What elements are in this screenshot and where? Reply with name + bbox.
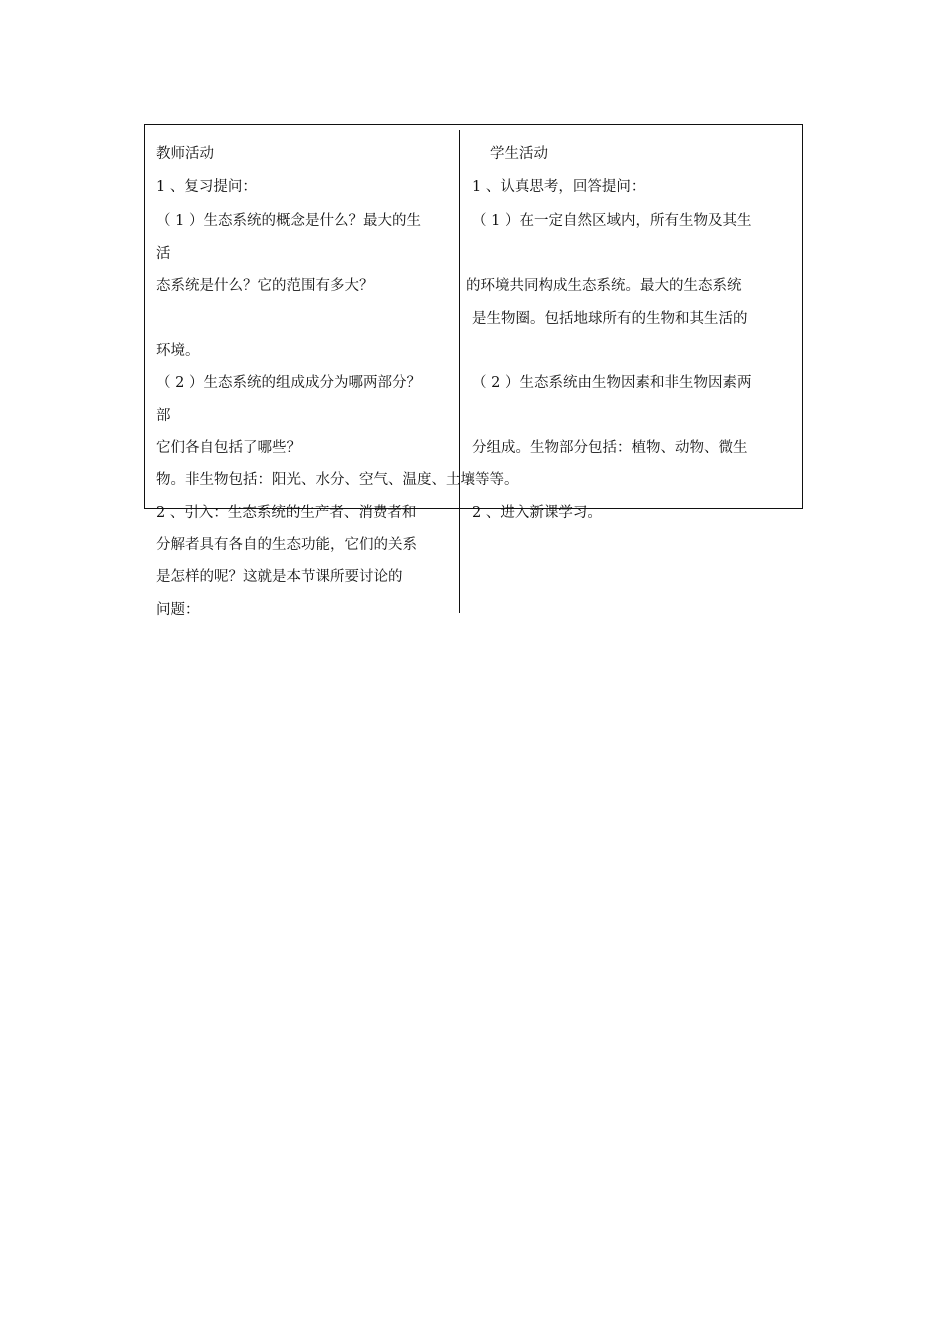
- teacher-line: 分解者具有各自的生态功能，它们的关系: [156, 537, 417, 553]
- teacher-line: （ 1 ）生态系统的概念是什么？最大的生: [156, 213, 421, 229]
- teacher-line: 物。非生物包括：阳光、水分、空气、温度、土壤等等。: [156, 472, 519, 488]
- teacher-heading: 教师活动: [156, 146, 214, 162]
- student-line: （ 2 ）生态系统由生物因素和非生物因素两: [472, 375, 752, 391]
- teacher-line: 问题：: [156, 602, 200, 618]
- teacher-line: 态系统是什么？它的范围有多大？: [156, 278, 374, 294]
- column-divider: [459, 130, 460, 613]
- teacher-line: 部: [156, 408, 171, 424]
- student-line: 是生物圈。包括地球所有的生物和其生活的: [472, 311, 748, 327]
- teacher-line: 它们各自包括了哪些？: [156, 440, 301, 456]
- student-line: 分组成。生物部分包括：植物、动物、微生: [472, 440, 748, 456]
- student-line: 1 、认真思考，回答提问：: [472, 179, 646, 195]
- student-line: 的环境共同构成生态系统。最大的生态系统: [466, 278, 742, 294]
- teacher-line: 活: [156, 246, 171, 262]
- student-line: 2 、进入新课学习。: [472, 505, 602, 521]
- teacher-line: 是怎样的呢？这就是本节课所要讨论的: [156, 569, 403, 585]
- teacher-line: 环境。: [156, 343, 200, 359]
- student-line: （ 1 ）在一定自然区域内，所有生物及其生: [472, 213, 752, 229]
- teacher-line: 2 、引入：生态系统的生产者、消费者和: [156, 505, 417, 521]
- student-heading: 学生活动: [490, 146, 548, 162]
- teacher-line: （ 2 ）生态系统的组成成分为哪两部分？: [156, 375, 421, 391]
- teacher-line: 1 、复习提问：: [156, 179, 257, 195]
